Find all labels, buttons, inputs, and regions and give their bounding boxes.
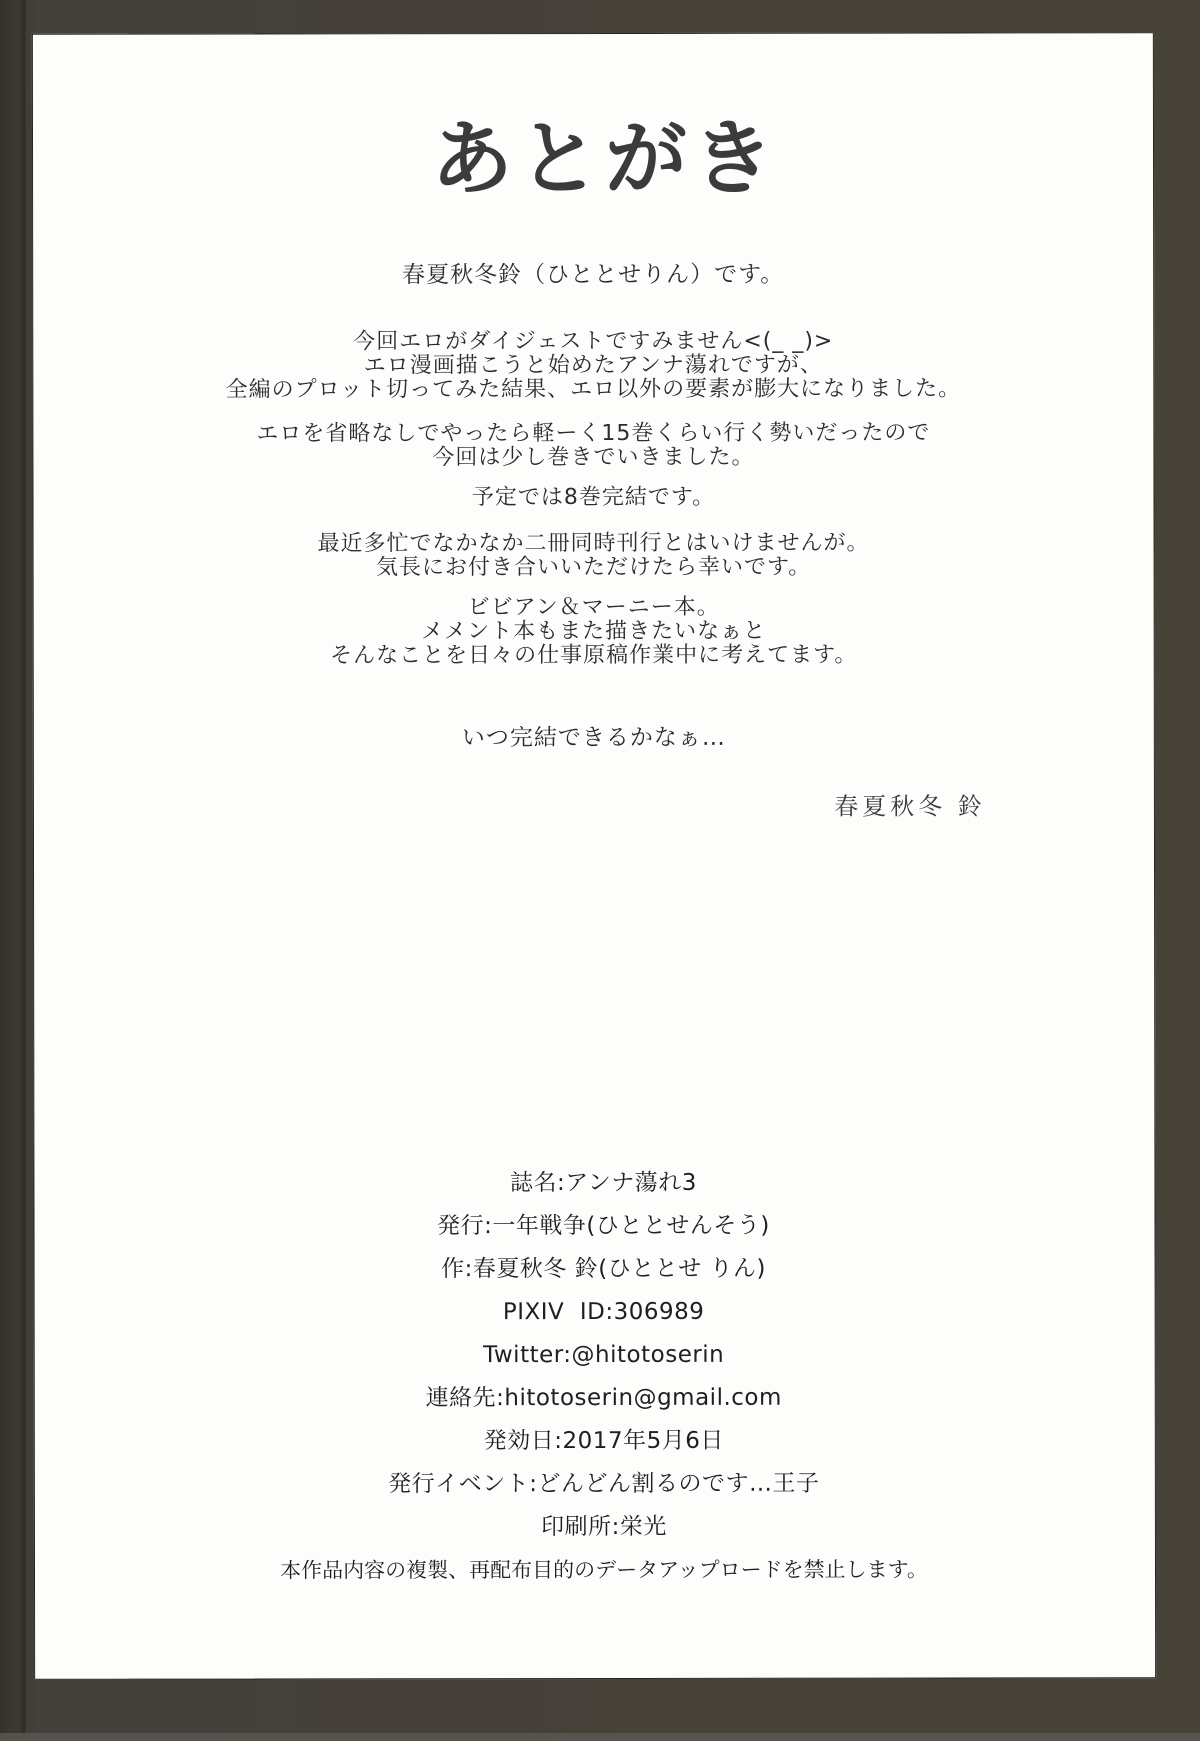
author-signature: 春夏秋冬 鈴 [834, 792, 986, 821]
scan-bottom-edge [0, 1733, 1200, 1741]
colophon-author: 作:春夏秋冬 鈴(ひととせ りん) [441, 1255, 767, 1283]
colophon-circle: 発行:一年戦争(ひととせんそう) [437, 1212, 770, 1240]
colophon-title: 誌名:アンナ蕩れ3 [509, 1169, 697, 1197]
afterword-page [32, 32, 1156, 1680]
paragraph-books [34, 595, 1154, 669]
colophon-printer: 印刷所:栄光 [541, 1513, 667, 1541]
paragraph-digest-line: エロ漫画描こうと始めたアンナ蕩れですが、 [363, 352, 823, 379]
paragraph-volumes-line: エロを省略なしでやったら軽ーく15巻くらい行く勢いだったので [256, 420, 931, 447]
paragraph-volumes-line: 今回は少し巻きでいきました。 [432, 444, 755, 471]
paragraph-volumes [33, 421, 1153, 471]
paragraph-books-line: そんなことを日々の仕事原稿作業中に考えてます。 [330, 642, 858, 669]
paragraph-busy [34, 531, 1154, 581]
colophon-event: 発行イベント:どんどん割るのです…王子 [388, 1470, 820, 1498]
colophon-disclaimer: 本作品内容の複製、再配布目的のデータアップロードを禁止します。 [280, 1557, 928, 1583]
greeting-line: 春夏秋冬鈴（ひととせりん）です。 [402, 261, 785, 289]
paragraph-digest [33, 329, 1153, 403]
paragraph-busy-line: 最近多忙でなかなか二冊同時刊行とはいけませんが。 [317, 530, 870, 557]
book-spine-shadow [0, 0, 26, 1741]
paragraph-wish: いつ完結できるかなぁ… [461, 724, 726, 752]
paragraph-busy-line: 気長にお付き合いいただけたら幸いです。 [375, 554, 812, 581]
paragraph-books-line: メメント本もまた描きたいなぁと [421, 618, 767, 645]
colophon [52, 1161, 1155, 1593]
colophon-contact: 連絡先:hitotoserin@gmail.com [425, 1384, 782, 1412]
paragraph-digest-line: 全編のプロット切ってみた結果、エロ以外の要素が膨大になりました。 [225, 376, 962, 403]
colophon-pixiv-id: PIXIV ID:306989 [502, 1298, 705, 1326]
colophon-date: 発効日:2017年5月6日 [483, 1427, 724, 1455]
paragraph-digest-line: 今回エロがダイジェストですみません<(_ _)> [353, 328, 834, 355]
page-title: あとがき [430, 111, 780, 208]
paragraph-plan: 予定では8巻完結です。 [471, 484, 716, 511]
colophon-twitter: Twitter:@hitotoserin [483, 1341, 725, 1369]
paragraph-books-line: ビビアン＆マーニー本。 [467, 594, 720, 621]
